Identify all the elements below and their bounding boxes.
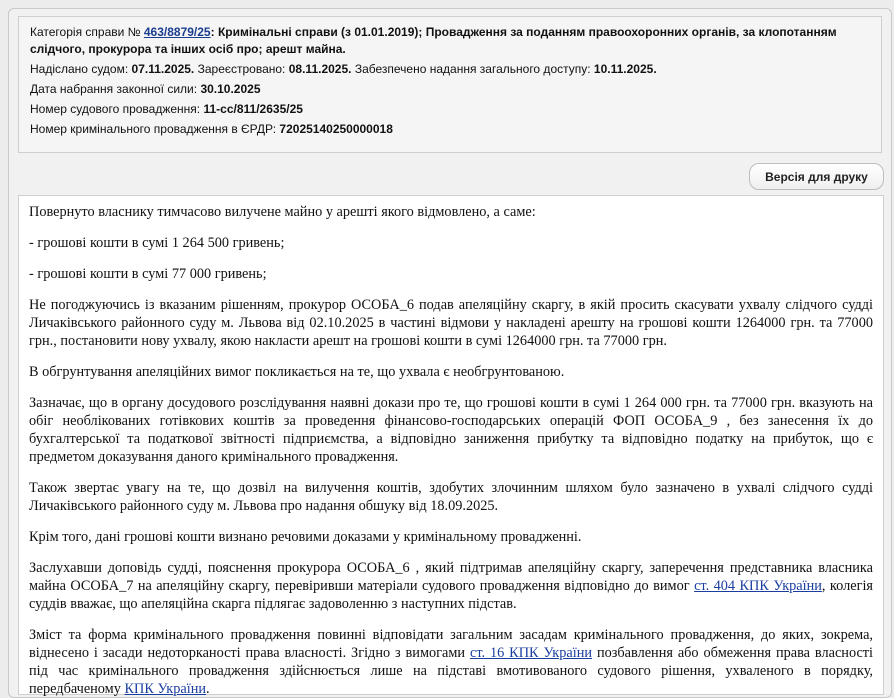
doc-text: позбавлення або обмеження права власності під час кримінального провадження здійснюється лише на підставі вмотивованого судового рішення, ухваленого в порядку, передбаченому: [29, 645, 874, 697]
law-link-kpk[interactable]: КПК України: [124, 681, 207, 697]
access-date: 10.11.2025.: [593, 62, 657, 76]
doc-paragraph: Зазначає, що в органу досудового розслідування наявні докази про те, що грошові кошти в сумі 1 264 000 грн. та 77000 грн. вказують на обіг необлікованих готівкових коштів за проведення фінансово-господарських операцій ФОП ОСОБА_9 , без занесення їх до бухгалтерської та податкової звітності підприємства, а відповідно заниження прибутку та відповідно податку на прибуток, що є предметом доказування даного кримінального провадження.: [29, 395, 873, 465]
doc-paragraph: - грошові кошти в сумі 77 000 гривень;: [29, 266, 267, 282]
effective-label: Дата набрання законної сили:: [30, 82, 198, 96]
registered-date: 08.11.2025.: [288, 62, 352, 76]
document-text-panel: [18, 195, 884, 695]
law-link-art-16[interactable]: ст. 16 КПК України: [469, 645, 593, 661]
access-label: Забезпечено надання загального доступу:: [354, 62, 591, 76]
effective-date-line: [30, 81, 870, 98]
law-link-art-404[interactable]: ст. 404 КПК України: [694, 578, 822, 594]
case-category-line: [30, 24, 870, 58]
dates-line: [30, 61, 870, 78]
sent-label: Надіслано судом:: [30, 62, 129, 76]
sent-date: 07.11.2025.: [131, 62, 195, 76]
doc-paragraph: Також звертає увагу на те, що дозвіл на вилучення коштів, здобутих злочинним шляхом було зазначено в ухвалі слідчого судді Личаківського районного суду м. Львова про надання обшуку від 18.09.2025.: [29, 480, 873, 514]
doc-paragraph: В обгрунтування апеляційних вимог покликається на те, що ухвала є необгрунтованою.: [29, 364, 565, 380]
doc-text: .: [206, 681, 210, 697]
registered-label: Зареєстровано:: [197, 62, 286, 76]
case-metadata-panel: [18, 16, 882, 153]
criminal-proc-label: Номер кримінального провадження в ЄРДР:: [30, 122, 277, 136]
doc-paragraph: Крім того, дані грошові кошти визнано речовими доказами у кримінальному провадженні.: [29, 529, 582, 545]
category-text: : Кримінальні справи (з 01.01.2019); Провадження за поданням правоохоронних органів, за клопотанням слідчого, прокурора та інших осіб про; арешт майна.: [30, 25, 837, 56]
effective-date: 30.10.2025: [200, 82, 261, 96]
doc-text: Зміст та форма кримінального провадження повинні відповідати загальним засадам кримінального провадження, до яких, зокрема, віднесено і засади недоторканості права власності. Згідно з вимогами: [29, 627, 873, 661]
case-number-link[interactable]: 463/8879/25: [143, 25, 211, 39]
court-proc-number: 11-сс/811/2635/25: [203, 102, 303, 116]
doc-paragraph: [29, 626, 873, 698]
court-proceeding-line: [30, 101, 870, 118]
doc-text: Заслухавши доповідь судді, пояснення прокурора ОСОБА_6 , який підтримав апеляційну скаргу, заперечення представника власника майна ОСОБА_7 на апеляційну скаргу, перевіривши матеріали судового провадження відповідно до вимог: [29, 560, 873, 594]
criminal-proceeding-line: [30, 121, 870, 138]
court-proc-label: Номер судового провадження:: [30, 102, 201, 116]
doc-paragraph: Не погоджуючись із вказаним рішенням, прокурор ОСОБА_6 подав апеляційну скаргу, в якій просить скасувати ухвалу слідчого судді Личаківського районного суду м. Львова від 02.10.2025 в частині відмови у накладені арешту на грошові кошти 1264000 грн. та 77000 грн., постановити нову ухвалу, якою накласти арешт на грошові кошти в сумі 1264000 грн. та 77000 грн.: [29, 297, 873, 349]
category-label: Категорія справи №: [30, 25, 141, 39]
doc-paragraph: Повернуто власнику тимчасово вилучене майно у арешті якого відмовлено, а саме:: [29, 204, 536, 220]
doc-paragraph: - грошові кошти в сумі 1 264 500 гривень;: [29, 235, 285, 251]
doc-text: , колегія суддів вважає, що апеляційна скарга підлягає задоволенню з наступних підстав.: [29, 578, 873, 612]
criminal-proc-number: 72025140250000018: [279, 122, 393, 136]
doc-paragraph: [29, 559, 873, 613]
print-version-button[interactable]: Версія для друку: [749, 163, 884, 190]
